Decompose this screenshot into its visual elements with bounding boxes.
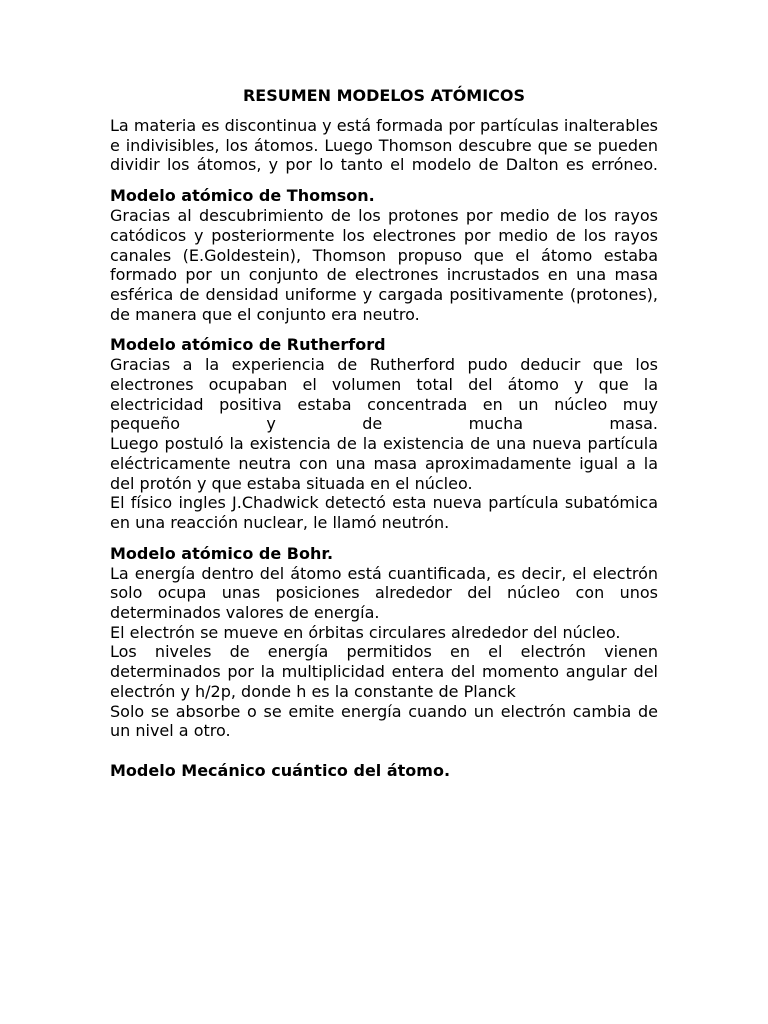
section-heading: Modelo atómico de Rutherford — [110, 335, 386, 355]
intro-paragraph: La materia es discontinua y está formada por partículas inalterables e indivisibles, los átomos. Luego Thomson descubre que se pueden dividir los átomos, y por lo tanto el modelo de Dalton es erróneo. — [110, 116, 658, 175]
section-paragraph: Solo se absorbe o se emite energía cuando un electrón cambia de un nivel a otro. — [110, 701, 658, 741]
section-paragraph: Luego postuló la existencia de la existencia de una nueva partícula eléctricamente neutra con una masa aproximadamente igual a la del protón y que estaba situada en el núcleo. — [110, 434, 658, 493]
section-paragraph: La energía dentro del átomo está cuantificada, es decir, el electrón solo ocupa unas posiciones alrededor del núcleo con unos determinados valores de energía. — [110, 563, 658, 623]
document-title: RESUMEN MODELOS ATÓMICOS — [242, 86, 526, 105]
section-heading: Modelo atómico de Thomson. — [110, 186, 375, 206]
section-heading: Modelo atómico de Bohr. — [110, 543, 334, 563]
final-heading: Modelo Mecánico cuántico del átomo. — [110, 760, 451, 780]
section-paragraph: Los niveles de energía permitidos en el electrón vienen determinados por la multiplicidad entera del momento angular del electrón y h/2p, donde h es la constante de Planck — [110, 642, 658, 701]
section-thomson — [110, 186, 658, 324]
section-paragraph: El físico ingles J.Chadwick detectó esta nueva partícula subatómica en una reacción nuclear, le llamó neutrón. — [110, 493, 658, 532]
section-paragraph: El electrón se mueve en órbitas circulares alrededor del núcleo. — [110, 622, 621, 642]
section-rutherford — [110, 335, 658, 532]
section-paragraph: Gracias a la experiencia de Rutherford pudo deducir que los electrones ocupaban el volumen total del átomo y que la electricidad positiva estaba concentrada en un núcleo muy pequeño y de mucha masa. — [110, 355, 658, 434]
section-paragraph: Gracias al descubrimiento de los protones por medio de los rayos catódicos y posteriormente los electrones por medio de los rayos canales (E.Goldestein), Thomson propuso que el átomo estaba formado por un conjunto de electrones incrustados en una masa esférica de densidad uniforme y cargada positivamente (protones), de manera que el conjunto era neutro. — [110, 206, 658, 324]
section-bohr — [110, 544, 658, 741]
